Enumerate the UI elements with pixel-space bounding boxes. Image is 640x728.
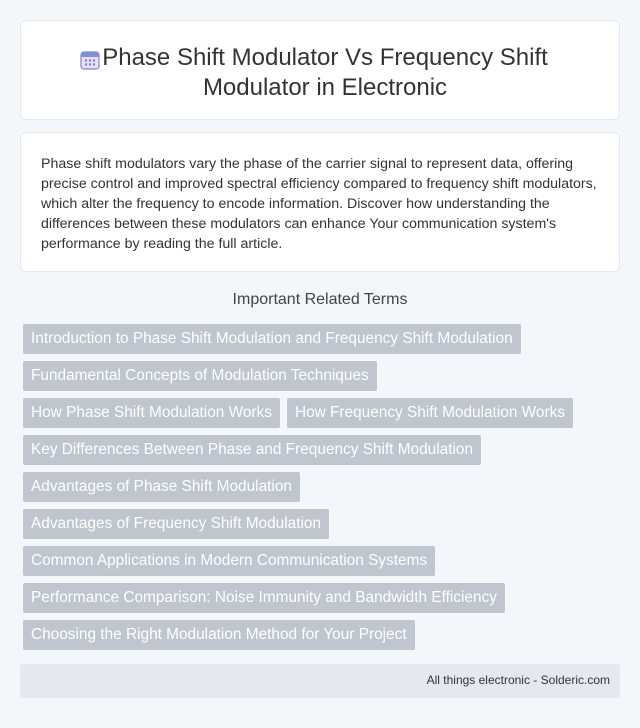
term-link[interactable]: Introduction to Phase Shift Modulation and Frequency Shift Modulation: [23, 324, 521, 354]
related-terms-heading: Important Related Terms: [232, 291, 408, 308]
term-link[interactable]: Key Differences Between Phase and Frequency Shift Modulation: [23, 435, 481, 465]
term-link[interactable]: Choosing the Right Modulation Method for Your Project: [23, 620, 415, 650]
term-link[interactable]: Advantages of Phase Shift Modulation: [23, 472, 300, 502]
summary-card: [20, 132, 620, 272]
page-title: Phase Shift Modulator Vs Frequency Shift Modulator in Electronic: [102, 44, 548, 101]
related-terms-list: [23, 324, 623, 657]
footer-credit: All things electronic - Solderic.com: [426, 673, 610, 687]
term-link[interactable]: How Frequency Shift Modulation Works: [287, 398, 573, 428]
title-card: [20, 20, 620, 120]
term-link[interactable]: Common Applications in Modern Communication Systems: [23, 546, 435, 576]
term-link[interactable]: Fundamental Concepts of Modulation Techniques: [23, 361, 377, 391]
term-link[interactable]: Advantages of Frequency Shift Modulation: [23, 509, 329, 539]
term-link[interactable]: How Phase Shift Modulation Works: [23, 398, 280, 428]
footer: [20, 664, 620, 698]
summary-text: Phase shift modulators vary the phase of the carrier signal to represent data, offering precise control and improved spectral efficiency compared to frequency shift modulators, which alter the frequency to encode information. Discover how understanding the differences between these modulators can enhance Your communication system's performance by reading the full article.: [41, 156, 597, 252]
term-link[interactable]: Performance Comparison: Noise Immunity and Bandwidth Efficiency: [23, 583, 505, 613]
